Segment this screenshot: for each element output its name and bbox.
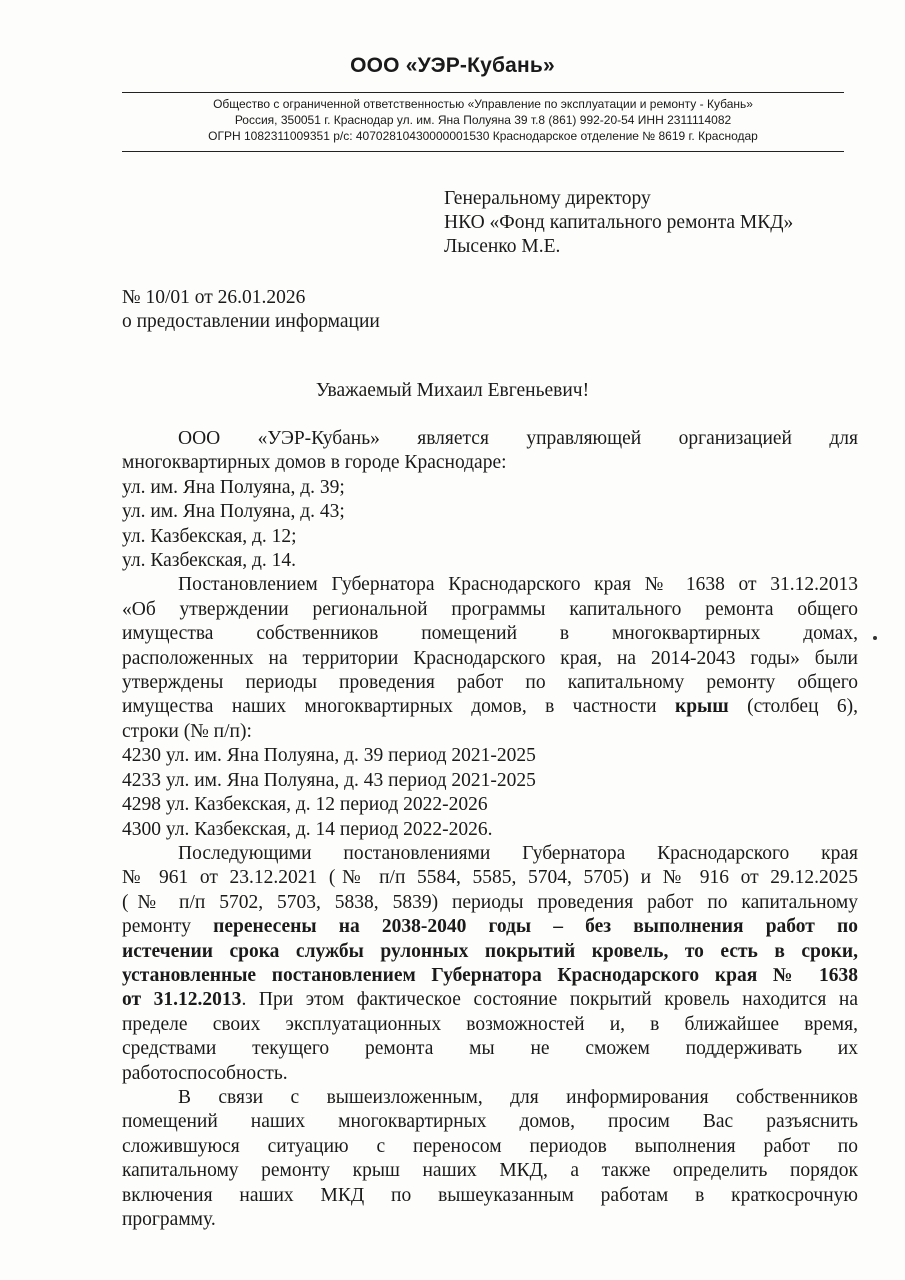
body-text-bold: от 31.12.2013 bbox=[122, 989, 242, 1011]
program-row: 4230 ул. им. Яна Полуяна, д. 39 период 2021-2025 bbox=[122, 745, 536, 767]
program-row: 4298 ул. Казбекская, д. 12 период 2022-2026 bbox=[122, 794, 488, 816]
body-line: строки (№ п/п): bbox=[122, 720, 252, 742]
body-line: Последующими постановлениями Губернатора Краснодарского края bbox=[178, 842, 858, 864]
body-line: включения наших МКД по вышеуказанным работам в краткосрочную bbox=[122, 1184, 858, 1206]
body-text-bold: установленные постановлением Губернатора Краснодарского края № 1638 bbox=[122, 964, 858, 986]
body-line: В связи с вышеизложенным, для информирования собственников bbox=[178, 1086, 858, 1108]
addressee-line: Лысенко М.Е. bbox=[444, 236, 561, 257]
requisites-line: Общество с ограниченной ответственностью «Управление по эксплуатации и ремонту - Кубань» bbox=[213, 97, 753, 111]
body-line: пределе своих эксплуатационных возможностей и, в ближайшее время, bbox=[122, 1013, 858, 1035]
address-item: ул. Казбекская, д. 12; bbox=[122, 525, 297, 547]
body-line bbox=[122, 915, 858, 939]
body-text: ремонту bbox=[122, 916, 214, 938]
addressee-block bbox=[444, 187, 793, 259]
body-text: (столбец 6), bbox=[728, 696, 858, 718]
body-line: сложившуюся ситуацию с переносом периодов выполнения работ по bbox=[122, 1135, 858, 1157]
body-line: работоспособность. bbox=[122, 1062, 288, 1084]
letter-subject: о предоставлении информации bbox=[122, 311, 380, 332]
body-line: имущества собственников помещений в многоквартирных домах, bbox=[122, 623, 858, 645]
requisites-line: Россия, 350051 г. Краснодар ул. им. Яна Полуяна 39 т.8 (861) 992-20-54 ИНН 2311114082 bbox=[234, 113, 732, 127]
requisites-line: ОГРН 1082311009351 р/с: 40702810430000001530 Краснодарское отделение № 8619 г. Краснодар bbox=[208, 129, 758, 143]
address-item: ул. им. Яна Полуяна, д. 39; bbox=[122, 476, 345, 498]
reference-block bbox=[122, 286, 380, 334]
body-line: средствами текущего ремонта мы не сможем поддерживать их bbox=[122, 1038, 858, 1060]
body-text-bold: перенесены на 2038-2040 годы – без выполнения работ по bbox=[213, 916, 858, 938]
body-line: капитальному ремонту крыш наших МКД, а также определить порядок bbox=[122, 1160, 858, 1182]
address-item: ул. им. Яна Полуяна, д. 43; bbox=[122, 501, 345, 523]
body-text: имущества наших многоквартирных домов, в частности bbox=[122, 696, 675, 718]
body-line: многоквартирных домов в городе Краснодаре: bbox=[122, 452, 507, 474]
salutation: Уважаемый Михаил Евгеньевич! bbox=[315, 380, 590, 401]
body-line bbox=[122, 940, 858, 964]
header-divider-bottom bbox=[122, 151, 844, 152]
body-line: утверждены периоды проведения работ по капитальному ремонту общего bbox=[122, 672, 858, 694]
letter-number: № 10/01 от 26.01.2026 bbox=[122, 287, 306, 308]
body-line: Постановлением Губернатора Краснодарского края № 1638 от 31.12.2013 bbox=[178, 574, 858, 596]
program-row: 4233 ул. им. Яна Полуяна, д. 43 период 2021-2025 bbox=[122, 769, 536, 791]
addressee-line: Генеральному директору bbox=[444, 188, 651, 209]
body-text-bold: истечении срока службы рулонных покрытий кровель, то есть в сроки, bbox=[122, 940, 858, 962]
body-line bbox=[122, 964, 858, 988]
scan-speck bbox=[873, 636, 877, 640]
body-line: № 961 от 23.12.2021 (№ п/п 5584, 5585, 5704, 5705) и № 916 от 29.12.2025 bbox=[122, 867, 858, 889]
body-line: «Об утверждении региональной программы капитального ремонта общего bbox=[122, 598, 858, 620]
header-divider-top bbox=[122, 92, 844, 93]
company-name: ООО «УЭР-Кубань» bbox=[350, 54, 555, 77]
letter-body bbox=[122, 427, 858, 1232]
body-line bbox=[122, 988, 858, 1012]
address-item: ул. Казбекская, д. 14. bbox=[122, 550, 297, 572]
body-line: помещений наших многоквартирных домов, просим Вас разъяснить bbox=[122, 1111, 858, 1133]
body-text: . При этом фактическое состояние покрытий кровель находится на bbox=[241, 989, 858, 1011]
addressee-line: НКО «Фонд капитального ремонта МКД» bbox=[444, 212, 794, 233]
program-row: 4300 ул. Казбекская, д. 14 период 2022-2026. bbox=[122, 818, 493, 840]
body-line: расположенных на территории Краснодарского края, на 2014-2043 годы» были bbox=[122, 647, 858, 669]
company-requisites bbox=[122, 96, 844, 144]
body-text-bold: крыш bbox=[674, 696, 729, 718]
body-line bbox=[122, 695, 858, 719]
body-line: ООО «УЭР-Кубань» является управляющей организацией для bbox=[178, 428, 858, 449]
body-line: программу. bbox=[122, 1209, 216, 1230]
body-line: (№ п/п 5702, 5703, 5838, 5839) периоды проведения работ по капитальному bbox=[122, 891, 858, 913]
